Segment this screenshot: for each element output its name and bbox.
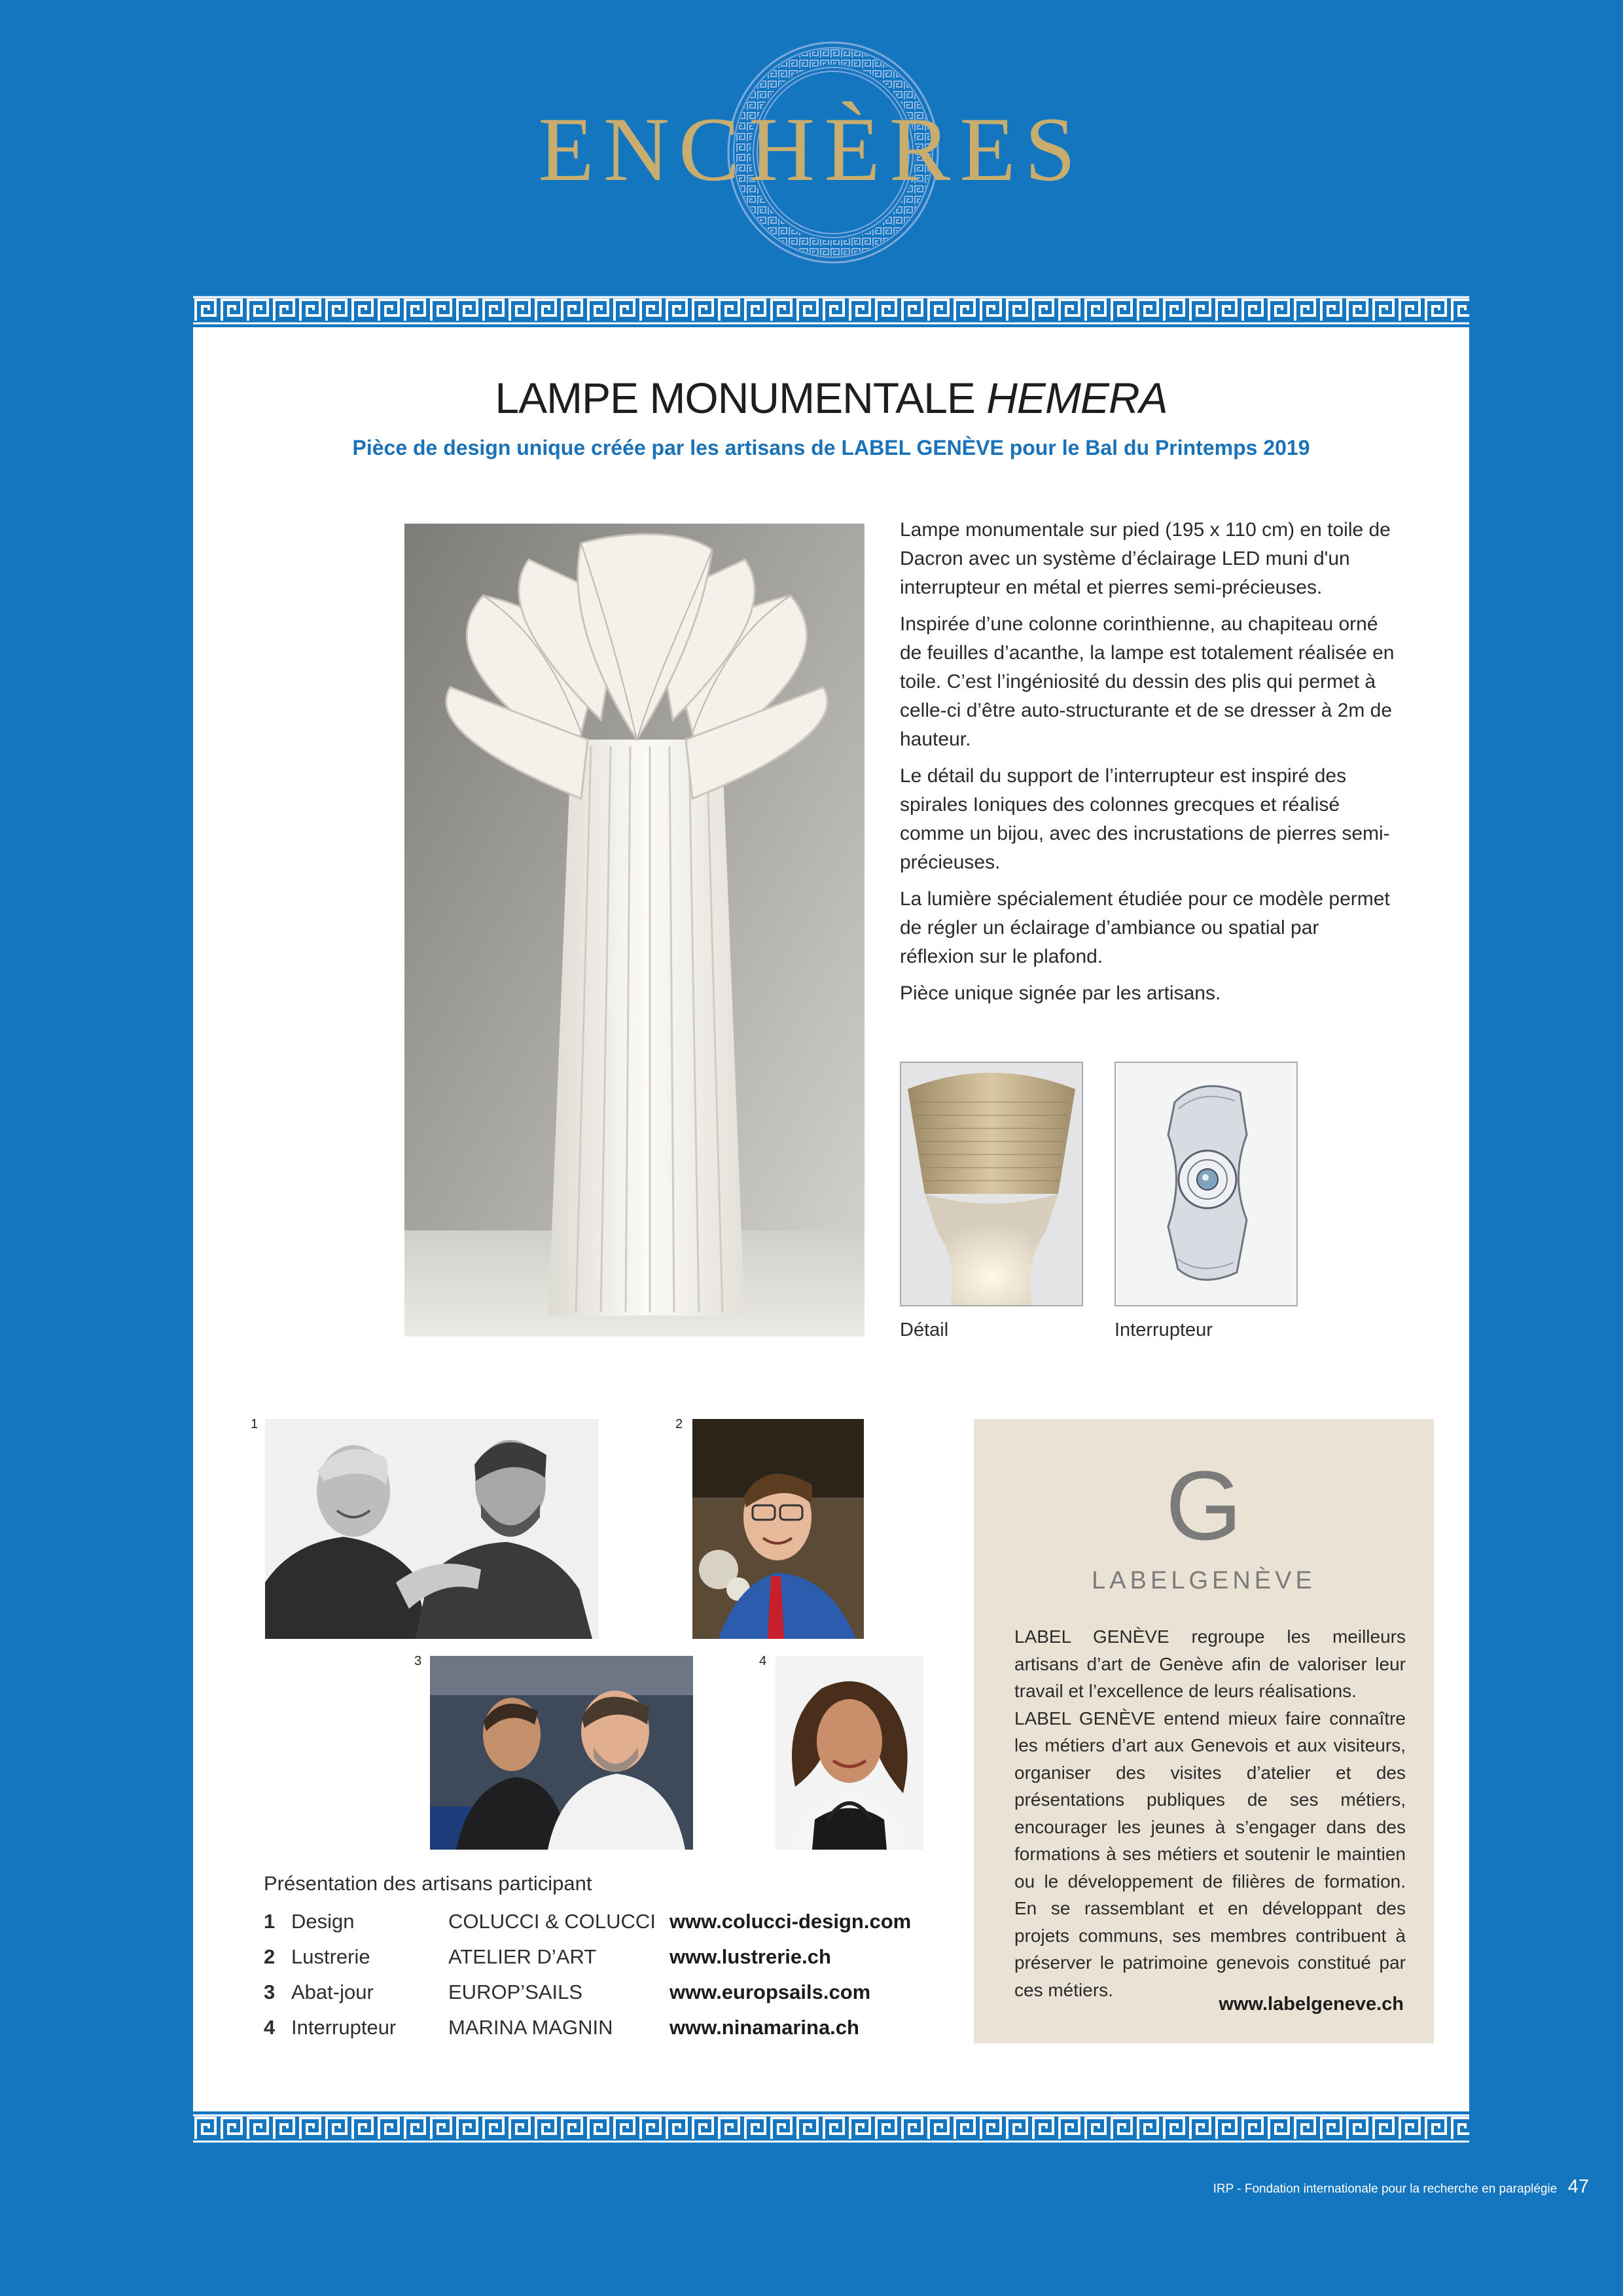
photo-number: 4 bbox=[759, 1654, 767, 1668]
heading-text: LAMPE MONUMENTALE bbox=[495, 374, 987, 422]
product-description bbox=[900, 516, 1397, 1016]
description-paragraph: Inspirée d’une colonne corinthienne, au chapiteau orné de feuilles d’acanthe, la lampe est totalement réalisée en toile. C’est l’ingéniosité du dessin des plis qui permet à celle-ci d’être auto-structurante et de se dresser à 2m de hauteur. bbox=[900, 613, 1395, 750]
artisan-role: Design bbox=[291, 1910, 355, 1933]
artisan-name: COLUCCI & COLUCCI bbox=[448, 1910, 656, 1933]
lampshade-detail-photo bbox=[900, 1062, 1083, 1306]
article-heading bbox=[193, 373, 1469, 423]
label-geneve-box bbox=[974, 1419, 1434, 2043]
artisan-number: 4 bbox=[264, 2016, 276, 2039]
footer-text: IRP - Fondation internationale pour la recherche en paraplégie bbox=[1213, 2182, 1558, 2196]
label-website-link[interactable]: www.labelgeneve.ch bbox=[1219, 1994, 1404, 2015]
label-description bbox=[1014, 1623, 1406, 2003]
greek-key-border-top bbox=[193, 293, 1469, 327]
portrait-atelier-dart bbox=[692, 1419, 864, 1639]
page-footer bbox=[1213, 2176, 1589, 2198]
label-brand-name: LABELGENÈVE bbox=[1092, 1567, 1316, 1594]
portrait-europsails bbox=[430, 1656, 693, 1850]
greek-key-border-bottom bbox=[193, 2111, 1469, 2145]
label-geneve-logo bbox=[974, 1460, 1434, 1551]
heading-product-name: HEMERA bbox=[986, 374, 1168, 422]
section-title: ENCHÈRES bbox=[538, 99, 1085, 200]
article-panel bbox=[193, 293, 1469, 2145]
artisan-role: Lustrerie bbox=[291, 1945, 370, 1968]
description-paragraph: Pièce unique signée par les artisans. bbox=[900, 982, 1221, 1004]
artisan-number: 2 bbox=[264, 1945, 276, 1968]
artisan-name: MARINA MAGNIN bbox=[448, 2016, 613, 2039]
artisans-title: Présentation des artisans participant bbox=[264, 1872, 592, 1895]
lamp-photo bbox=[404, 524, 865, 1336]
artisan-role: Abat-jour bbox=[291, 1981, 374, 2003]
portrait-colucci-duo bbox=[265, 1419, 599, 1639]
artisan-number: 1 bbox=[264, 1910, 276, 1933]
photo-number: 2 bbox=[675, 1417, 683, 1431]
artisan-role: Interrupteur bbox=[291, 2016, 397, 2039]
artisan-number: 3 bbox=[264, 1981, 276, 2003]
artisan-website-link[interactable]: www.colucci-design.com bbox=[669, 1910, 912, 1933]
artisan-website-link[interactable]: www.ninamarina.ch bbox=[669, 2016, 859, 2039]
artisan-name: EUROP’SAILS bbox=[448, 1981, 583, 2003]
artisan-website-link[interactable]: www.lustrerie.ch bbox=[669, 1945, 831, 1968]
description-paragraph: Lampe monumentale sur pied (195 x 110 cm) en toile de Dacron avec un système d’éclairage LED muni d'un interrupteur en métal et pierres semi-précieuses. bbox=[900, 519, 1391, 598]
caption-switch: Interrupteur bbox=[1115, 1319, 1213, 1340]
page-number: 47 bbox=[1567, 2176, 1589, 2197]
description-paragraph: La lumière spécialement étudiée pour ce modèle permet de régler un éclairage d’ambiance ou spatial par réflexion sur le plafond. bbox=[900, 888, 1390, 967]
portrait-marina-magnin bbox=[776, 1656, 923, 1850]
article-subtitle: Pièce de design unique créée par les artisans de LABEL GENÈVE pour le Bal du Printemps 2019 bbox=[352, 436, 1310, 459]
artisan-name: ATELIER D’ART bbox=[448, 1945, 597, 1968]
artisan-website-link[interactable]: www.europsails.com bbox=[669, 1981, 871, 2003]
logo-letter: G bbox=[1166, 1460, 1242, 1551]
label-paragraph: LABEL GENÈVE entend mieux faire connaître les métiers d’art aux Genevois et aux visiteurs, organiser des visites d’atelier et des présentations publiques de ses métiers, encourager les jeunes à s’engager dans des formations à ses métiers et soutenir le maintien ou le développement de filières de formation. En se rassemblant et en développant des projets communs, ses membres contribuent à préserver le patrimoine genevois constitué par ces métiers. bbox=[1014, 1708, 1406, 2000]
caption-detail: Détail bbox=[900, 1319, 949, 1340]
label-paragraph: LABEL GENÈVE regroupe les meilleurs artisans d’art de Genève afin de valoriser leur travail et l’excellence de leurs réalisations. bbox=[1014, 1626, 1406, 1701]
photo-number: 1 bbox=[251, 1417, 259, 1431]
switch-sketch bbox=[1115, 1062, 1298, 1306]
description-paragraph: Le détail du support de l’interrupteur est inspiré des spirales Ioniques des colonnes grecques et réalisé comme un bijou, avec des incrustations de pierres semi-précieuses. bbox=[900, 765, 1390, 873]
photo-number: 3 bbox=[414, 1654, 422, 1668]
